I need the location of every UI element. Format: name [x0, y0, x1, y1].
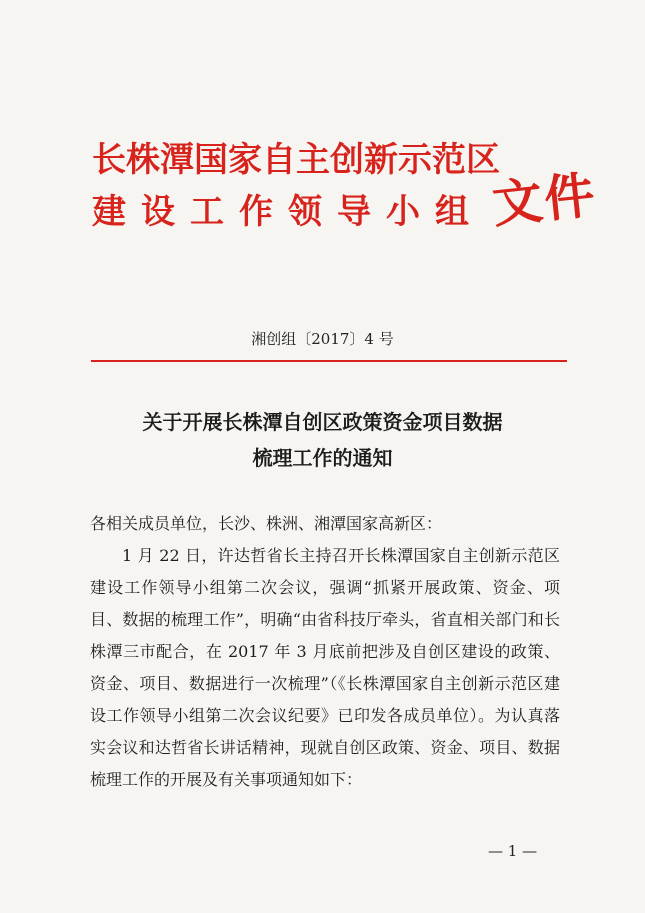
document-number: 湘创组〔2017〕4 号 — [251, 330, 394, 348]
issuer-line-1: 长株潭国家自主创新示范区 — [92, 140, 500, 180]
title-line-1: 关于开展长株潭自创区政策资金项目数据 — [142, 410, 503, 434]
title-line-2: 梳理工作的通知 — [252, 446, 393, 470]
document-type-label: 文件 — [489, 164, 600, 235]
notice-title — [0, 404, 645, 476]
red-divider-line — [91, 360, 567, 362]
letterhead-issuer — [92, 138, 500, 234]
notice-body — [90, 508, 560, 796]
page-number: — 1 — — [488, 842, 538, 860]
addressee-line: 各相关成员单位，长沙、株洲、湘潭国家高新区： — [90, 514, 443, 533]
body-paragraph: 1 月 22 日，许达哲省长主持召开长株潭国家自主创新示范区建设工作领导小组第二次会议，强调“抓紧开展政策、资金、项目、数据的梳理工作”，明确“由省科技厅牵头，省直相关部门和长株潭三市配合，在 2017 年 3 月底前把涉及自创区建设的政策、资金、项目、数据进行一次梳理”（《长株潭国家自主创新示范区建设工作领导小组第二次会议纪要》已印发各成员单位）。为认真落实会议和达哲省长讲话精神，现就自创区政策、资金、项目、数据梳理工作的开展及有关事项通知如下： — [90, 546, 560, 789]
issuer-line-2: 建设工作领导小组 — [92, 192, 484, 232]
